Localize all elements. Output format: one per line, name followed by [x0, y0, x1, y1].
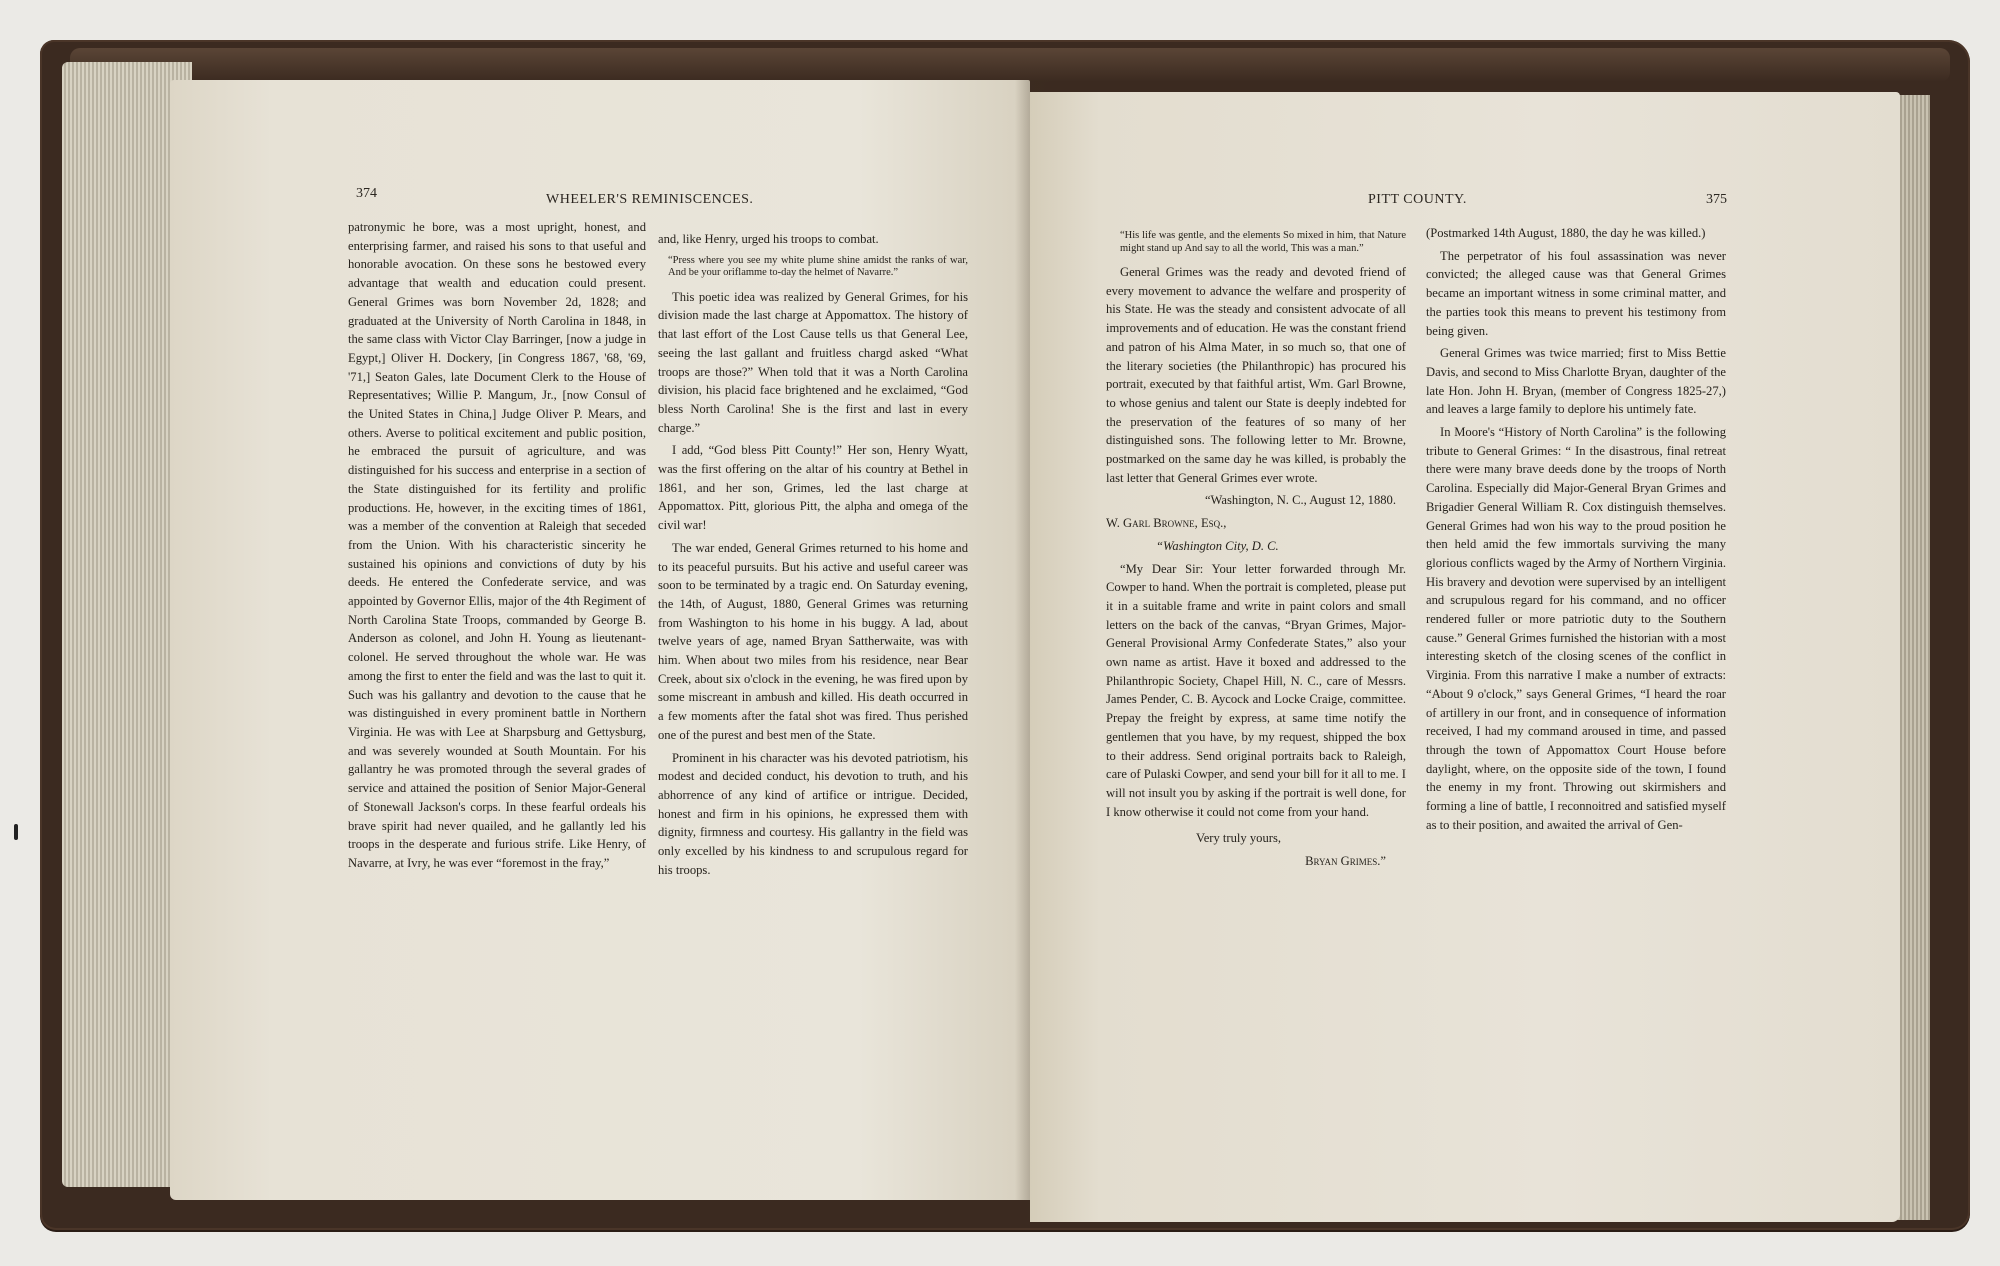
letter-dateline: “Washington, N. C., August 12, 1880. — [1204, 493, 1396, 508]
left-column-2 — [658, 230, 968, 884]
book-spine-edge — [70, 48, 1950, 82]
letter-place: “Washington City, D. C. — [1156, 538, 1279, 553]
paragraph: The perpetrator of his foul assassination was never convicted; the alleged cause was that General Grimes became an important witness in some criminal matter, and the parties took this means to prevent his testimony from being given. — [1426, 248, 1726, 338]
paragraph: and, like Henry, urged his troops to combat. — [658, 232, 879, 246]
left-column-1 — [348, 218, 646, 877]
poem-quote: “Press where you see my white plume shine amidst the ranks of war, And be your oriflamme to-day the helmet of Navarre.” — [668, 254, 968, 279]
right-page — [1030, 92, 1900, 1222]
letter-signature: Bryan Grimes.” — [1305, 854, 1386, 869]
left-running-head: WHEELER'S REMINISCENCES. — [546, 192, 754, 207]
letter-addressee: W. Garl Browne, Esq., — [1106, 516, 1227, 531]
paragraph: patronymic he bore, was a most upright, honest, and enterprising farmer, and raised his sons to that useful and honorable avocation. On these sons he bestowed every advantage that wealth and education could present. General Grimes was born November 2d, 1828; and graduated at the University of North Carolina in 1848, in the same class with Victor Clay Barringer, [now a judge in Egypt,] Oliver H. Dockery, [in Congress 1867, '68, '69, '71,] Seaton Gales, late Document Clerk to the House of Representatives; Willie P. Mangum, Jr., [now Consul of the United States in China,] Judge Oliver P. Mears, and others. Averse to political excitement and public position, he embraced the pursuit of agriculture, and was distinguished for his success and enterprise in a section of the State distinguished for its fertility and prolific productions. He, however, in the exciting times of 1861, was a member of the convention at Raleigh that seceded from the Union. With his characteristic sincerity he sustained his opinions and convictions of duty by his deeds. He entered the Confederate service, and was appointed by Governor Ellis, major of the 4th Regiment of North Carolina State Troops, commanded by George B. Anderson as colonel, and John H. Young as lieutenant-colonel. He served throughout the whole war. He was among the first to enter the field and was the last to quit it. Such was his gallantry and devotion to the cause that he was distinguished in every prominent battle in Northern Virginia. He was with Lee at Sharpsburg and Gettysburg, and was severely wounded at South Mountain. For his gallantry he was promoted through the several grades of service and attained the position of Senior Major-General of Stonewall Jackson's corps. In these fearful ordeals his brave spirit had never quailed, and he gallantly led his troops in the desperate and furious strife. Like Henry, of Navarre, at Ivry, he was ever “foremost in the fray,” — [348, 220, 646, 870]
paragraph: This poetic idea was realized by General Grimes, for his division made the last charge at Appomattox. The history of that last effort of the Lost Cause tells us that General Lee, seeing the last gallant and fruitless chargd asked “What troops are those?” When told that it was a North Carolina division, his placid face brightened and he exclaimed, “God bless North Carolina! She is the first and last in every charge.” — [658, 289, 968, 435]
left-page — [170, 80, 1030, 1200]
paragraph: I add, “God bless Pitt County!” Her son, Henry Wyatt, was the first offering on the altar of his country at Bethel in 1861, and her son, Grimes, led the last charge at Appomattox. Pitt, glorious Pitt, the alpha and omega of the civil war! — [658, 443, 968, 533]
right-column-2 — [1426, 224, 1726, 839]
right-page-number: 375 — [1706, 192, 1727, 207]
margin-mark — [14, 824, 18, 840]
paragraph: General Grimes was the ready and devoted friend of every movement to advance the welfare and prosperity of his State. He was the steady and consistent advocate of all improvements and of education. He was the constant friend and patron of his Alma Mater, in so much so, that one of the literary societies (the Philanthropic) has procured his portrait, executed by that faithful artist, Wm. Garl Browne, to whose genius and talent our State is deeply indebted for the preservation of the features of so many of her distinguished sons. The following letter to Mr. Browne, postmarked on the same day he was killed, is probably the last letter that General Grimes ever wrote. — [1106, 265, 1406, 485]
paragraph: General Grimes was twice married; first to Miss Bettie Davis, and second to Miss Charlotte Bryan, daughter of the late Hon. John H. Bryan, (member of Congress 1825-27,) and leaves a large family to deplore his untimely fate. — [1426, 346, 1726, 417]
paragraph: In Moore's “History of North Carolina” is the following tribute to General Grimes: “ In the disastrous, final retreat there were many brave deeds done by the troops of North Carolina. Especially did Major-General Bryan Grimes and Brigadier General William R. Cox distinguish themselves. General Grimes had won his way to the proud position he then held amid the few immortals surviving the many glorious conflicts waged by the Army of Northern Virginia. His bravery and devotion were supervised by an intelligent and scrupulous regard for his command, and no officer rendered fuller or more patriotic duty to the Southern cause.” General Grimes furnished the historian with a most interesting sketch of the closing scenes of the conflict in Virginia. From this narrative I make a number of extracts: “About 9 o'clock,” says General Grimes, “I heard the roar of artillery in our front, and in consequence of information received, I had my command aroused in time, and passed through the town of Appomattox Court House before daylight, where, on the opposite side of the town, I found the enemy in my front. Throwing out skirmishers and forming a line of battle, I reconnoitred and satisfied myself as to their position, and awaited the arrival of Gen- — [1426, 425, 1726, 832]
letter-closing: Very truly yours, — [1196, 831, 1281, 846]
left-page-number: 374 — [356, 186, 377, 201]
paragraph: (Postmarked 14th August, 1880, the day he was killed.) — [1426, 226, 1706, 240]
right-column-1 — [1106, 224, 1406, 875]
right-running-head: PITT COUNTY. — [1368, 192, 1467, 207]
letter-body: “My Dear Sir: Your letter forwarded through Mr. Cowper to hand. When the portrait is completed, please put it in a suitable frame and write in paint colors and small letters on the back of the canvas, “Bryan Grimes, Major-General Provisional Army Confederate States,” also your own name as artist. Have it boxed and addressed to the Philanthropic Society, Chapel Hill, N. C., care of Messrs. James Pender, C. B. Aycock and Locke Craige, committee. Prepay the freight by express, at same time notify the gentlemen that you have, by my request, shipped the box to their address. Send original portraits back to Raleigh, care of Pulaski Cowper, and send your bill for it all to me. I will not insult you by asking if the portrait is well done, for I know otherwise it could not come from your hand. — [1106, 561, 1406, 819]
poem-quote: “His life was gentle, and the elements So mixed in him, that Nature might stand up And say to all the world, This was a man.” — [1120, 230, 1406, 254]
paragraph: Prominent in his character was his devoted patriotism, his modest and decided conduct, his devotion to truth, and his abhorrence of any kind of artifice or intrigue. Decided, honest and firm in his opinions, he expressed them with dignity, firmness and courtesy. His gallantry in the field was only excelled by his kindness to and scrupulous regard for his troops. — [658, 750, 968, 877]
paragraph: The war ended, General Grimes returned to his home and to its peaceful pursuits. But his active and useful career was soon to be terminated by a tragic end. On Saturday evening, the 14th, of August, 1880, General Grimes was returning from Washington to his home in his buggy. A lad, about twelve years of age, named Bryan Sattherwaite, was with him. When about two miles from his residence, near Bear Creek, about six o'clock in the evening, he was fired upon by some miscreant in ambush and killed. His death occurred in a few moments after the fatal shot was fired. Thus perished one of the purest and best men of the State. — [658, 540, 968, 742]
